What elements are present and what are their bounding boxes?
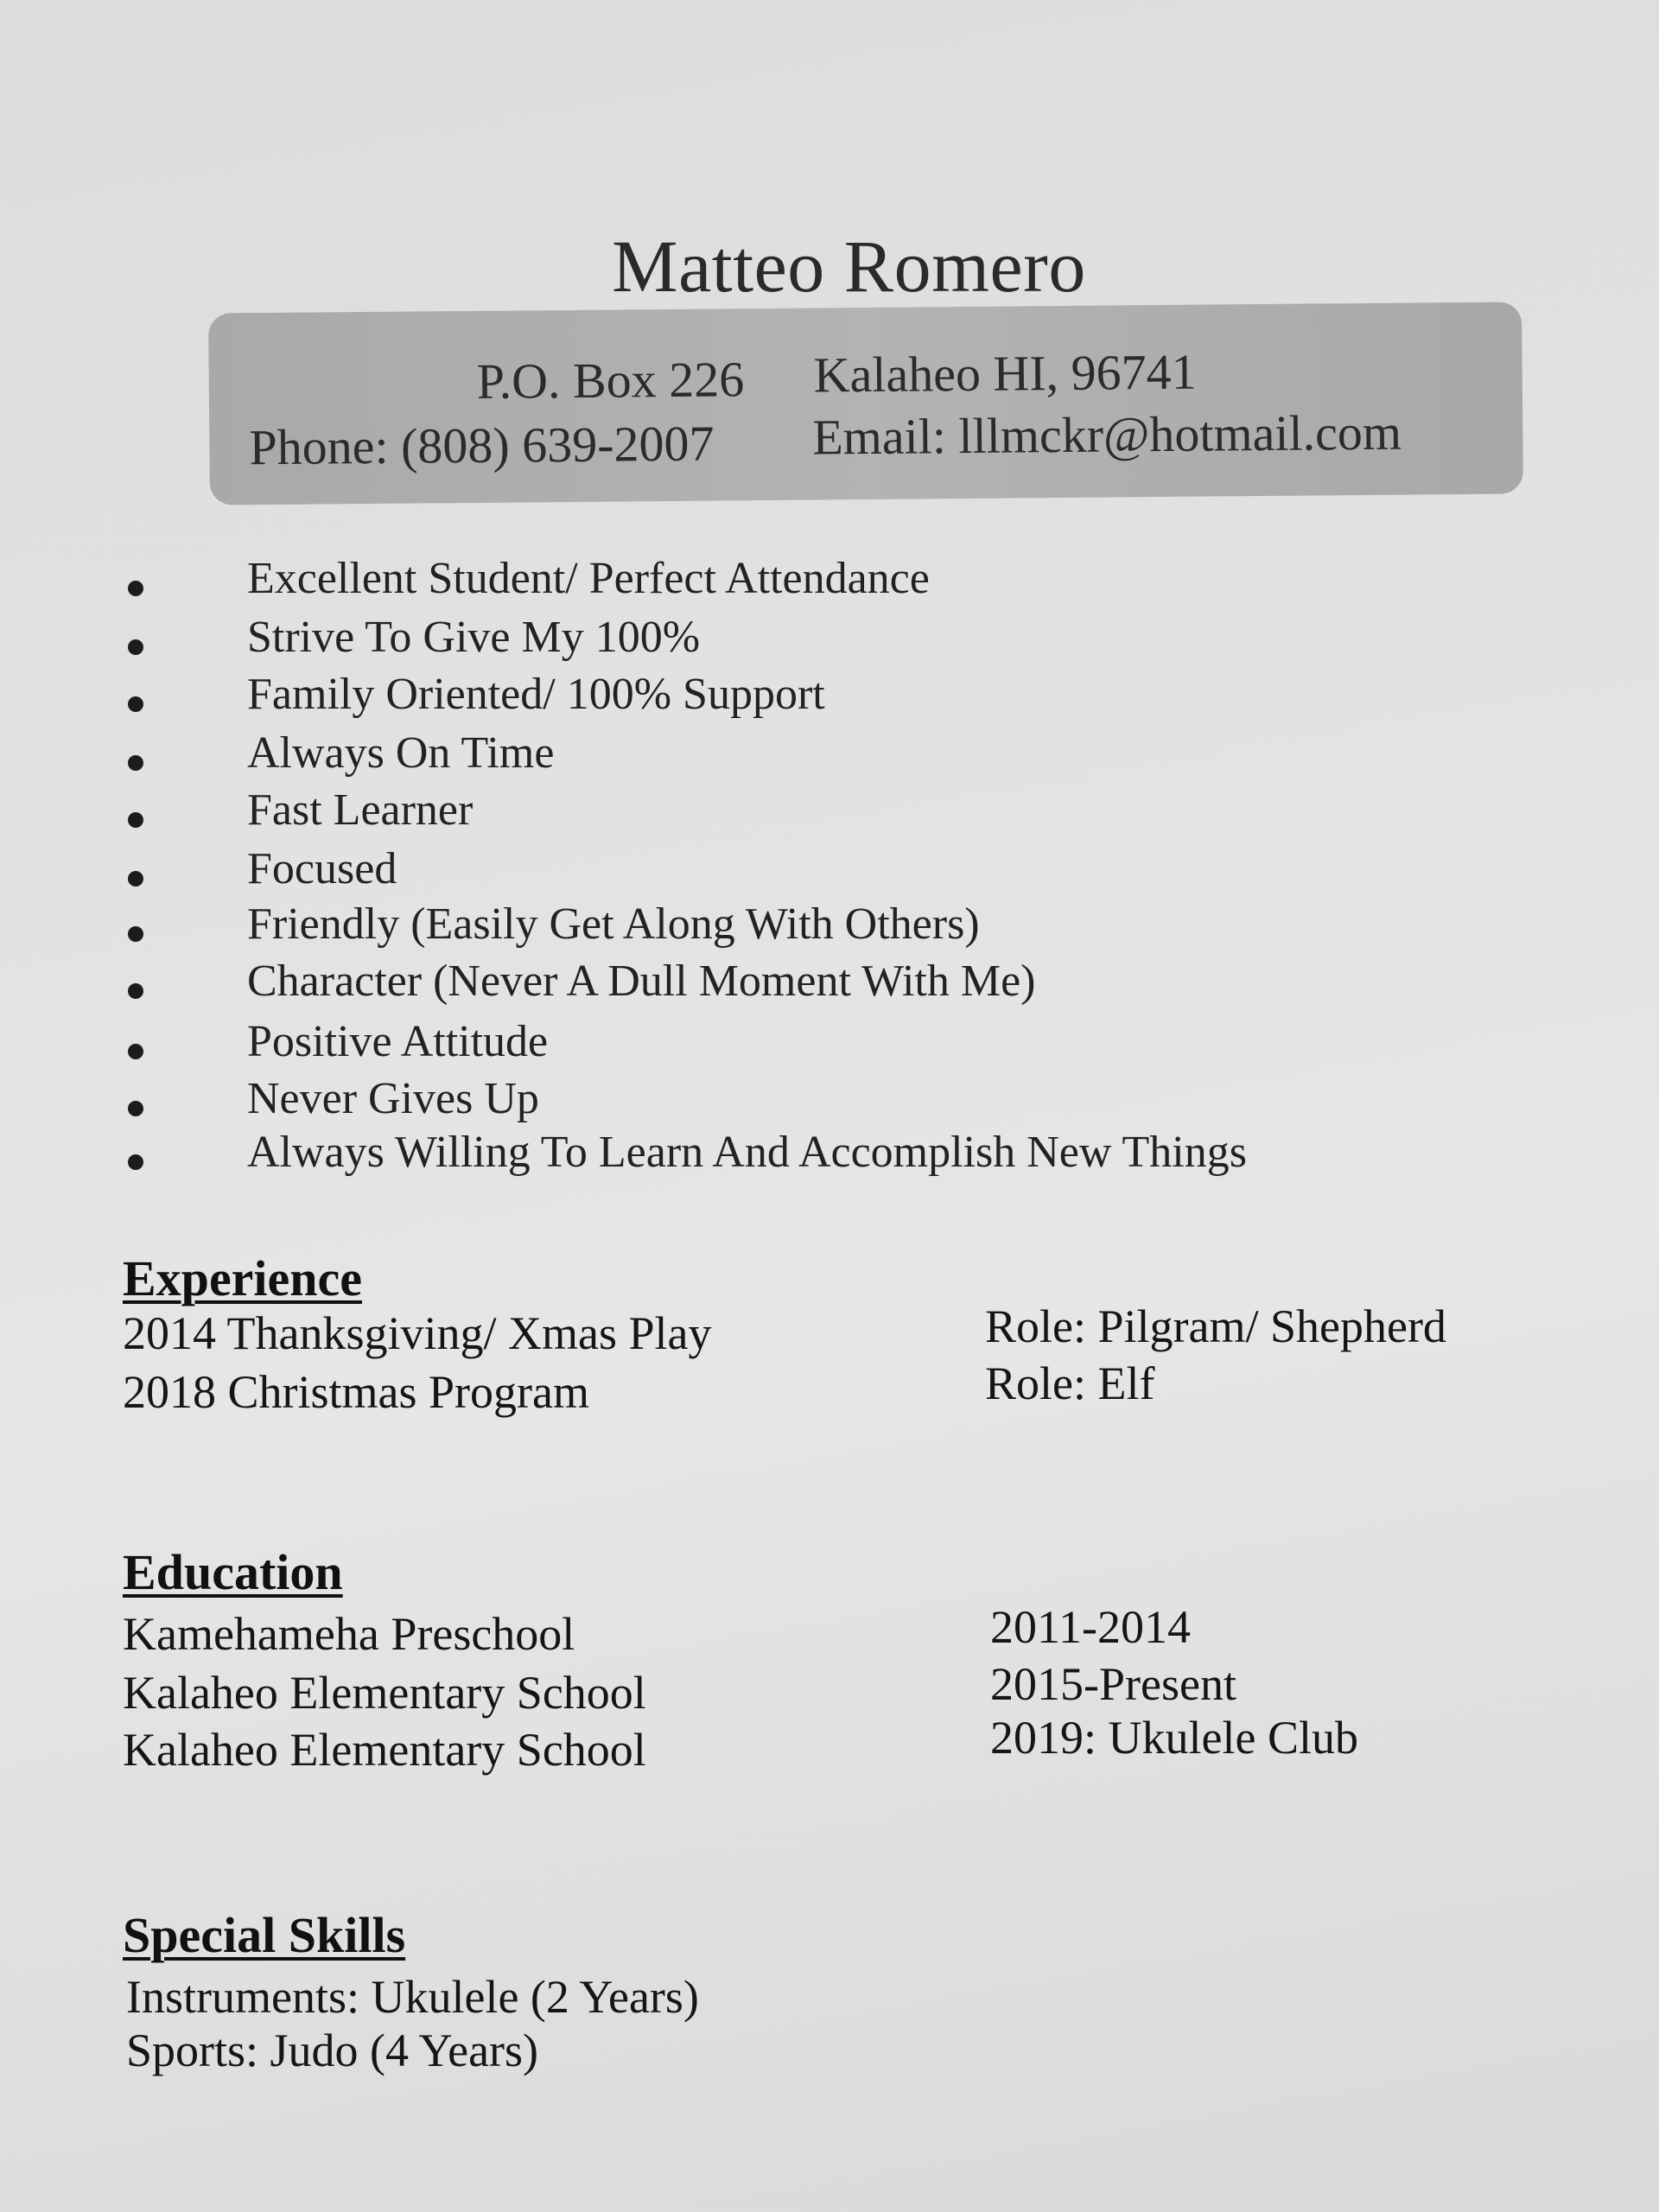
bullet-icon [128,696,143,712]
experience-role: Role: Pilgram/ Shepherd [985,1300,1446,1352]
phone: Phone: (808) 639-2007 [249,415,715,476]
bullet-icon [128,1101,143,1116]
city-state-zip: Kalaheo HI, 96741 [813,343,1197,404]
bullet-icon [128,812,143,828]
education-school: Kalaheo Elementary School [123,1667,646,1719]
list-item: Family Oriented/ 100% Support [0,669,1555,726]
bullet-icon [128,871,143,887]
education-detail: 2011-2014 [990,1601,1191,1653]
bullet-icon [128,755,143,771]
list-item: Focused [0,843,1555,900]
bullet-icon [128,983,143,999]
experience-event: 2014 Thanksgiving/ Xmas Play [123,1307,712,1359]
special-skills-heading: Special Skills [123,1907,406,1963]
contact-box [208,302,1523,505]
education-detail: 2015-Present [990,1658,1236,1710]
list-item: Excellent Student/ Perfect Attendance [0,553,1555,610]
skill-item: Instruments: Ukulele (2 Years) [126,1971,699,2023]
bullet-icon [128,1154,143,1170]
education-detail: 2019: Ukulele Club [990,1712,1358,1764]
address: P.O. Box 226 [476,351,745,410]
list-item: Strive To Give My 100% [0,612,1555,669]
bullet-icon [128,639,143,655]
education-school: Kalaheo Elementary School [123,1724,646,1776]
list-item: Always On Time [0,728,1555,785]
bullet-icon [128,581,143,596]
skill-item: Sports: Judo (4 Years) [126,2024,539,2076]
list-item: Friendly (Easily Get Along With Others) [0,899,1555,956]
email: Email: lllmckr@hotmail.com [812,404,1402,466]
list-item: Character (Never A Dull Moment With Me) [0,956,1555,1013]
experience-role: Role: Elf [985,1357,1155,1409]
list-item: Always Willing To Learn And Accomplish New Things [0,1127,1555,1184]
experience-heading: Experience [123,1250,363,1306]
experience-event: 2018 Christmas Program [123,1366,589,1418]
list-item: Fast Learner [0,785,1555,842]
list-item: Never Gives Up [0,1073,1555,1130]
education-heading: Education [123,1544,343,1600]
education-school: Kamehameha Preschool [123,1608,575,1660]
bullet-icon [128,1044,143,1059]
bullet-icon [128,926,143,942]
applicant-name: Matteo Romero [612,225,1086,308]
list-item: Positive Attitude [0,1016,1555,1073]
